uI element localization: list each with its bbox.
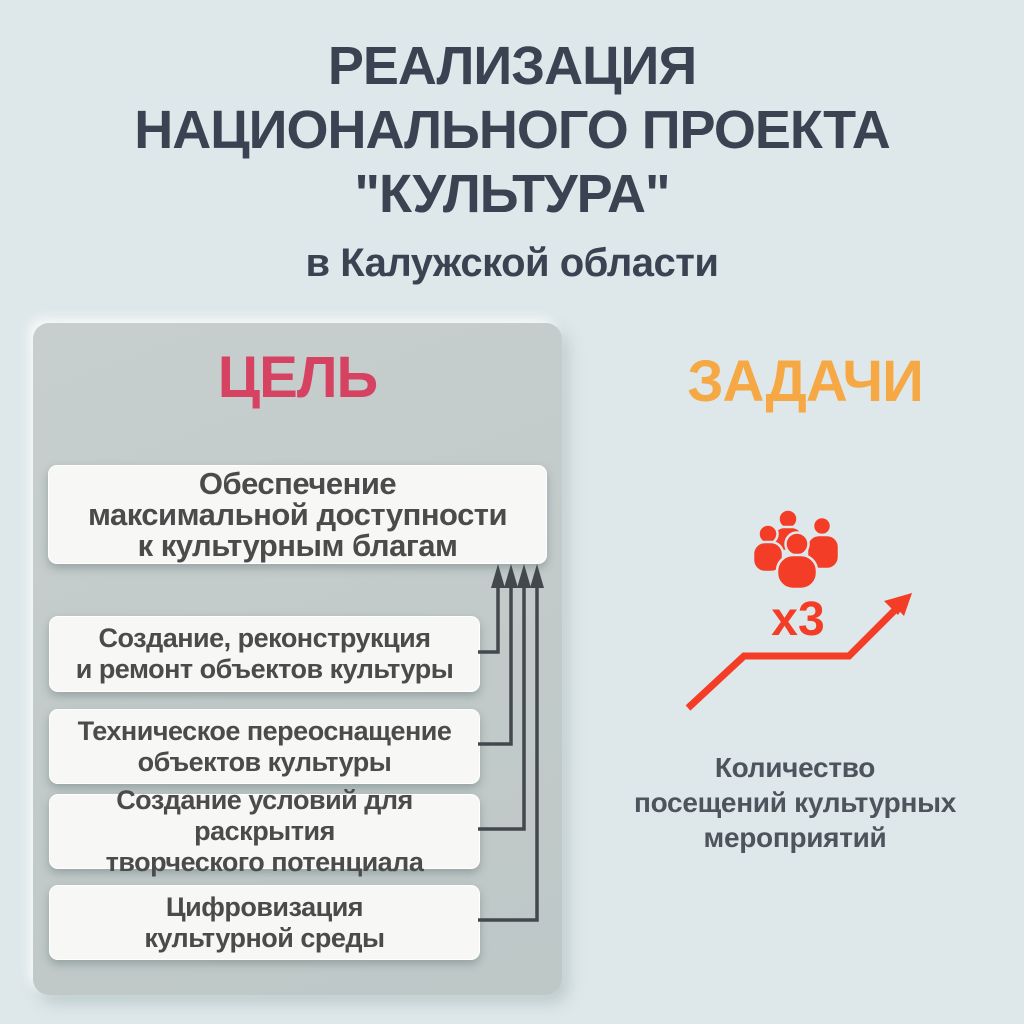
title-line-3: "КУЛЬТУРА": [354, 164, 670, 224]
goal-main-card: [48, 465, 547, 564]
goal-item-card-2: [49, 709, 480, 784]
goal-item-3-line-2: творческого потенциала: [105, 847, 424, 877]
tasks-caption: [580, 750, 1010, 855]
multiplier-label: x3: [771, 593, 825, 646]
goal-heading: ЦЕЛЬ: [217, 345, 378, 410]
goal-item-card-3: [49, 785, 480, 877]
tasks-heading: ЗАДАЧИ: [687, 349, 923, 414]
goal-main-line-2: максимальной доступности: [87, 497, 508, 532]
goal-item-card-4: [49, 885, 480, 960]
title-line-1: РЕАЛИЗАЦИЯ: [327, 36, 697, 96]
goal-item-4-line-2: культурной среды: [144, 922, 385, 953]
title-line-2: НАЦИОНАЛЬНОГО ПРОЕКТА: [134, 100, 890, 160]
goal-item-1-line-1: Создание, реконструкция: [98, 623, 431, 653]
crowd-icon: [752, 508, 848, 600]
goal-item-2-line-1: Техническое переоснащение: [77, 715, 452, 746]
title-subtitle: в Калужской области: [305, 241, 719, 285]
tasks-caption-line-2: посещений культурных: [634, 787, 956, 818]
title-block: [0, 34, 1024, 286]
tasks-caption-line-3: мероприятий: [703, 822, 887, 853]
goal-item-card-1: [49, 616, 480, 692]
goal-main-line-3: к культурным благам: [137, 528, 458, 563]
goal-main-line-1: Обеспечение: [198, 466, 397, 501]
goal-item-2-line-2: объектов культуры: [137, 746, 392, 777]
tasks-caption-line-1: Количество: [714, 752, 876, 783]
goal-item-1-line-2: и ремонт объектов культуры: [75, 654, 454, 684]
goal-item-3-line-1: Создание условий для раскрытия: [116, 785, 413, 846]
goal-item-4-line-1: Цифровизация: [165, 891, 364, 922]
